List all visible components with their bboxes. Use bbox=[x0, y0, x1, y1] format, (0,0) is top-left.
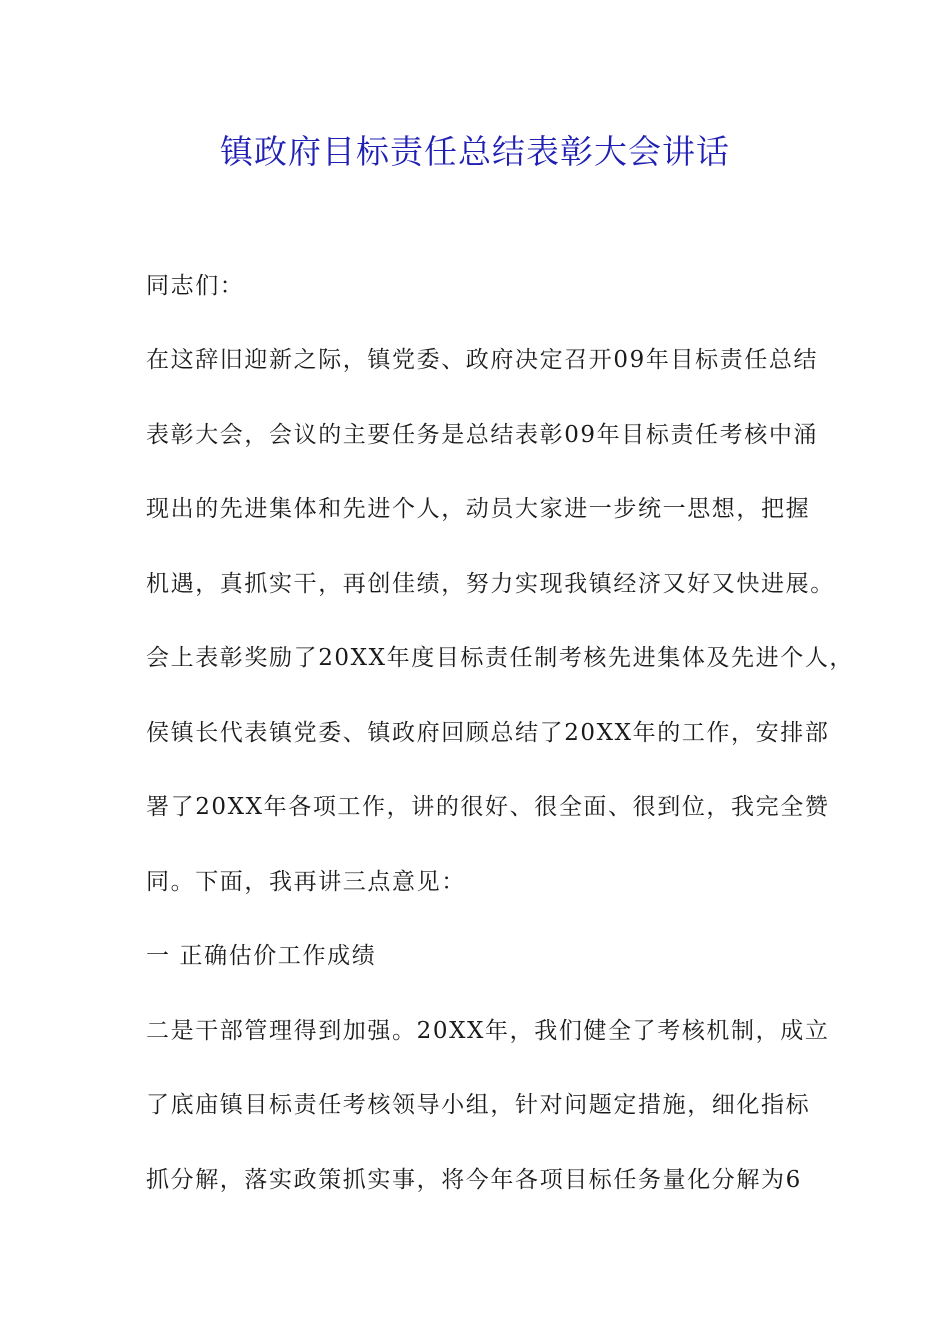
body-line-8: 同。下面，我再讲三点意见： bbox=[146, 869, 466, 895]
body-line-4: 机遇，真抓实干，再创佳绩，努力实现我镇经济又好又快进展。 bbox=[146, 571, 835, 597]
body-line-12: 抓分解，落实政策抓实事，将今年各项目标任务量化分解为6 bbox=[146, 1167, 802, 1193]
body-line-3: 现出的先进集体和先进个人，动员大家进一步统一思想，把握 bbox=[146, 496, 811, 522]
salutation: 同志们： bbox=[146, 273, 245, 299]
body-line-10: 二是干部管理得到加强。20XX年，我们健全了考核机制，成立 bbox=[146, 1018, 830, 1044]
body-line-5: 会上表彰奖励了20XX年度目标责任制考核先进集体及先进个人， bbox=[146, 645, 855, 671]
body-line-6: 侯镇长代表镇党委、镇政府回顾总结了20XX年的工作，安排部 bbox=[146, 720, 830, 746]
document-title: 镇政府目标责任总结表彰大会讲话 bbox=[220, 132, 730, 171]
body-line-2: 表彰大会，会议的主要任务是总结表彰09年目标责任考核中涌 bbox=[146, 422, 819, 448]
body-line-7: 署了20XX年各项工作，讲的很好、很全面、很到位，我完全赞 bbox=[146, 794, 830, 820]
body-line-11: 了底庙镇目标责任考核领导小组，针对问题定措施，细化指标 bbox=[146, 1092, 811, 1118]
body-line-1: 在这辞旧迎新之际，镇党委、政府决定召开09年目标责任总结 bbox=[146, 347, 819, 373]
section-heading: 一 正确估价工作成绩 bbox=[146, 943, 377, 969]
